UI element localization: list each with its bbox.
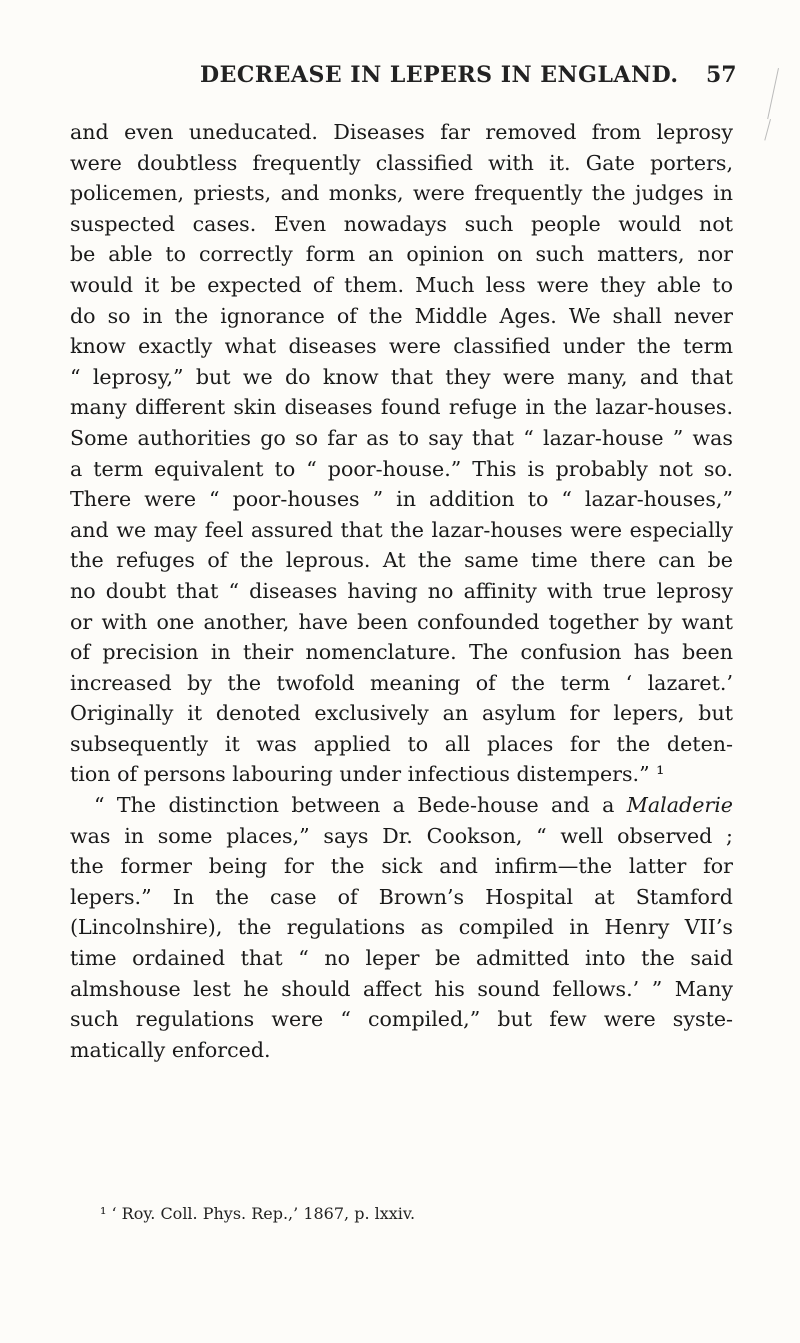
text-line: and even uneducated. Diseases far removed from leprosy xyxy=(70,120,733,144)
text-line: matically enforced. xyxy=(70,1037,271,1062)
margin-mark xyxy=(764,119,771,141)
footnote: ¹ ‘ Roy. Coll. Phys. Rep.,’ 1867, p. lxxiv. xyxy=(100,1204,416,1223)
text-line: almshouse lest he should affect his sound fellows.’ ” Many xyxy=(70,976,733,1001)
text-line: time ordained that “ no leper be admitted into the said xyxy=(70,946,733,971)
text-line: were doubtless frequently classified with it. Gate porters, xyxy=(70,150,733,175)
text-line: of precision in their nomenclature. The confusion has been xyxy=(70,640,733,665)
margin-mark xyxy=(767,68,779,119)
text-line: “ leprosy,” but we do know that they were many, and that xyxy=(70,364,733,389)
text-line: no doubt that “ diseases having no affinity with true leprosy xyxy=(70,578,733,603)
header-title: DECREASE IN LEPERS IN ENGLAND. xyxy=(200,62,679,88)
text-line: tion of persons labouring under infectious distempers.” ¹ xyxy=(70,762,665,787)
text-line: do so in the ignorance of the Middle Ages. We shall never xyxy=(70,303,733,328)
text-line: know exactly what diseases were classified under the term xyxy=(70,334,733,359)
text-line: Some authorities go so far as to say that “ lazar-house ” was xyxy=(70,425,733,450)
text-line: Originally it denoted exclusively an asylum for lepers, but xyxy=(70,701,733,726)
body-text xyxy=(70,117,733,1065)
text-line: or with one another, have been confounded together by want xyxy=(70,609,733,634)
text-line: and we may feel assured that the lazar-houses were especially xyxy=(70,517,733,542)
paragraph-start-line xyxy=(70,790,733,821)
text-line: would it be expected of them. Much less were they able to xyxy=(70,272,733,297)
text-fragment: “ The distinction between a Bede-house and a xyxy=(94,793,627,818)
text-line: such regulations were “ compiled,” but few were syste- xyxy=(70,1007,733,1032)
text-line: many different skin diseases found refuge in the lazar-houses. xyxy=(70,395,733,420)
text-line: policemen, priests, and monks, were frequently the judges in xyxy=(70,181,733,206)
text-line: be able to correctly form an opinion on such matters, nor xyxy=(70,242,733,267)
italic-term: Maladerie xyxy=(626,793,733,818)
text-line: increased by the twofold meaning of the term ‘ lazaret.’ xyxy=(70,670,733,695)
text-line: the former being for the sick and infirm—the latter for xyxy=(70,854,733,879)
text-line: the refuges of the leprous. At the same time there can be xyxy=(70,548,733,573)
running-header xyxy=(200,62,679,88)
text-line: a term equivalent to “ poor-house.” This is probably not so. xyxy=(70,456,733,481)
text-line: There were “ poor-houses ” in addition to “ lazar-houses,” xyxy=(70,487,733,512)
text-line: was in some places,” says Dr. Cookson, “ well observed ; xyxy=(70,823,733,848)
page-number: 57 xyxy=(706,62,737,88)
text-line: lepers.” In the case of Brown’s Hospital at Stamford xyxy=(70,884,733,909)
text-line: suspected cases. Even nowadays such people would not xyxy=(70,211,733,236)
text-line: subsequently it was applied to all places for the deten- xyxy=(70,731,733,756)
text-line: (Lincolnshire), the regulations as compiled in Henry VII’s xyxy=(70,915,733,940)
